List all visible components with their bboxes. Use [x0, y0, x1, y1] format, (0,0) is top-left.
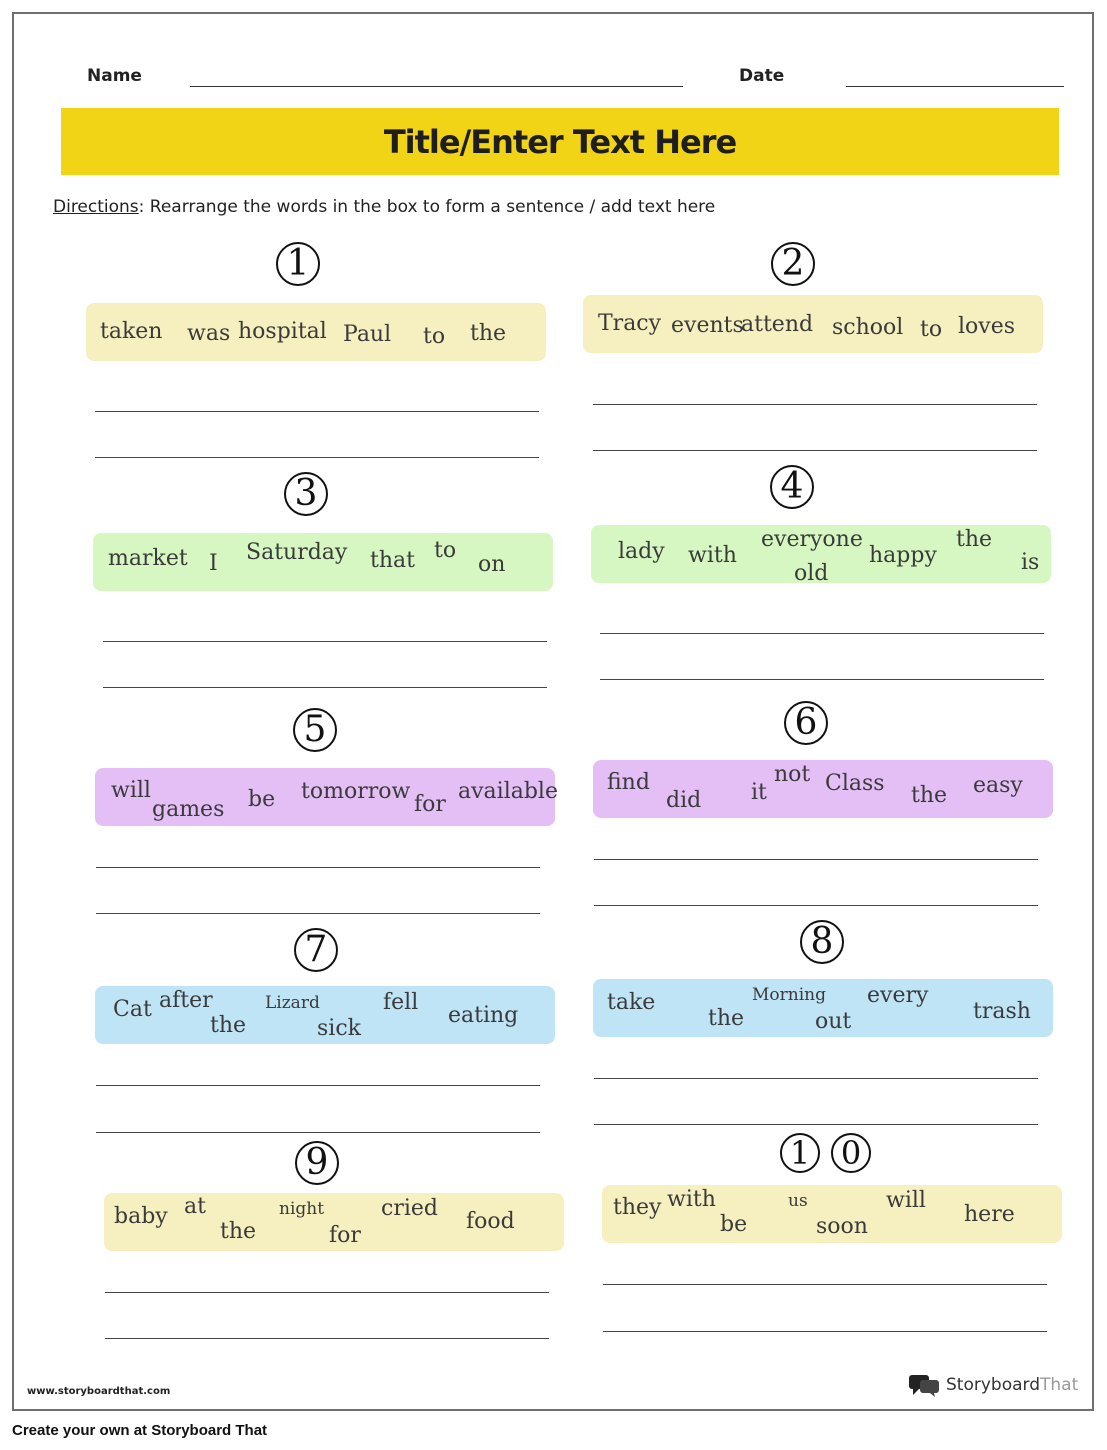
word-tile: after — [159, 988, 213, 1013]
word-tile: baby — [114, 1204, 168, 1229]
word-box-1 — [86, 303, 546, 361]
word-tile: for — [414, 792, 446, 817]
question-number-digit: 0 — [831, 1133, 871, 1173]
answer-line — [96, 1085, 540, 1086]
word-tile: Tracy — [598, 311, 662, 336]
word-tile: old — [794, 561, 829, 586]
word-tile: easy — [973, 773, 1023, 798]
question-number-5: 5 — [293, 708, 337, 752]
word-tile: Saturday — [246, 540, 348, 565]
answer-line — [103, 687, 547, 688]
answer-line — [105, 1338, 549, 1339]
directions-label: Directions — [53, 197, 139, 217]
word-tile: the — [220, 1219, 257, 1244]
answer-line — [603, 1284, 1047, 1285]
word-tile: it — [751, 780, 767, 805]
word-tile: Lizard — [265, 993, 320, 1013]
word-tile: events — [671, 313, 744, 338]
word-tile: on — [478, 552, 506, 577]
word-tile: here — [964, 1202, 1015, 1227]
word-tile: was — [187, 321, 231, 346]
word-tile: lady — [618, 539, 665, 564]
word-tile: find — [607, 770, 650, 795]
word-tile: to — [423, 324, 446, 349]
word-tile: hospital — [238, 319, 327, 344]
word-box-5 — [95, 768, 558, 826]
word-tile: be — [248, 787, 276, 812]
word-tile: school — [832, 315, 904, 340]
word-tile: available — [458, 779, 558, 804]
answer-line — [593, 404, 1037, 405]
brand-that: That — [1040, 1375, 1079, 1395]
answer-line — [96, 913, 540, 914]
answer-line — [594, 1124, 1038, 1125]
answer-line — [594, 905, 1038, 906]
question-number-4: 4 — [770, 465, 814, 509]
answer-line — [96, 1132, 540, 1133]
question-number-9: 9 — [295, 1141, 339, 1185]
word-tile: they — [613, 1195, 662, 1220]
name-line — [190, 86, 683, 87]
question-number-3: 3 — [284, 472, 328, 516]
word-tile: did — [666, 788, 702, 813]
word-tile: Class — [825, 771, 885, 796]
answer-line — [594, 859, 1038, 860]
word-tile: trash — [973, 999, 1031, 1024]
word-tile: be — [720, 1212, 748, 1237]
word-tile: happy — [869, 543, 937, 568]
word-tile: to — [920, 317, 943, 342]
word-tile: soon — [816, 1214, 868, 1239]
question-number-10 — [780, 1133, 874, 1175]
question-number-digit: 1 — [780, 1133, 820, 1173]
word-tile: Cat — [113, 997, 152, 1022]
word-tile: market — [108, 546, 188, 571]
word-tile: games — [152, 797, 225, 822]
word-tile: to — [434, 538, 457, 563]
answer-line — [105, 1292, 549, 1293]
word-tile: the — [210, 1013, 247, 1038]
storyboardthat-logo[interactable] — [908, 1373, 1078, 1397]
word-tile: not — [774, 762, 811, 787]
word-tile: the — [956, 527, 993, 552]
word-box-7 — [95, 986, 555, 1044]
word-tile: every — [867, 983, 929, 1008]
word-tile: loves — [958, 314, 1016, 339]
brand-name — [946, 1375, 1078, 1395]
answer-line — [103, 641, 547, 642]
word-tile: the — [911, 783, 948, 808]
answer-line — [593, 450, 1037, 451]
directions-text: : Rearrange the words in the box to form a sentence / add text here — [138, 197, 716, 217]
date-line — [846, 86, 1064, 87]
word-tile: fell — [383, 990, 419, 1015]
word-tile: attend — [741, 312, 814, 337]
word-box-4 — [591, 525, 1051, 586]
worksheet-title: Title/Enter Text Here — [383, 122, 737, 161]
word-tile: taken — [100, 319, 163, 344]
word-tile: the — [470, 321, 507, 346]
word-box-3 — [93, 533, 553, 591]
answer-line — [600, 633, 1044, 634]
word-box-9 — [104, 1193, 564, 1251]
date-label: Date — [739, 66, 785, 86]
word-tile: will — [111, 778, 151, 803]
word-tile: will — [886, 1188, 926, 1213]
question-number-8: 8 — [800, 920, 844, 964]
footer-url[interactable]: www.storyboardthat.com — [27, 1386, 171, 1397]
word-box-10 — [602, 1185, 1062, 1243]
word-tile: eating — [448, 1003, 519, 1028]
credit-text[interactable]: Create your own at Storyboard That — [12, 1422, 268, 1439]
word-tile: tomorrow — [301, 779, 411, 804]
word-tile: at — [184, 1194, 206, 1219]
answer-line — [600, 679, 1044, 680]
directions — [53, 197, 715, 217]
question-number-6: 6 — [784, 701, 828, 745]
word-tile: cried — [381, 1196, 438, 1221]
word-tile: take — [607, 990, 656, 1015]
brand-story: Storyboard — [946, 1375, 1040, 1395]
name-label: Name — [87, 66, 142, 86]
answer-line — [594, 1078, 1038, 1079]
word-tile: night — [279, 1199, 325, 1219]
word-tile: out — [815, 1009, 852, 1034]
word-tile: sick — [317, 1016, 361, 1041]
word-tile: Morning — [752, 985, 826, 1005]
word-tile: for — [329, 1223, 361, 1248]
word-tile: everyone — [761, 527, 863, 552]
answer-line — [95, 457, 539, 458]
word-tile: Paul — [343, 322, 392, 347]
word-tile: food — [466, 1209, 515, 1234]
question-number-1: 1 — [276, 242, 320, 286]
answer-line — [95, 411, 539, 412]
word-tile: with — [667, 1187, 716, 1212]
word-tile: that — [370, 548, 415, 573]
word-tile: with — [688, 543, 737, 568]
answer-line — [603, 1331, 1047, 1332]
word-box-8 — [593, 979, 1053, 1037]
word-box-6 — [593, 760, 1053, 818]
word-tile: I — [209, 551, 218, 576]
title-banner — [61, 108, 1059, 175]
question-number-7: 7 — [294, 928, 338, 972]
answer-line — [96, 867, 540, 868]
word-tile: the — [708, 1006, 745, 1031]
speech-bubbles-icon — [908, 1373, 940, 1397]
word-tile: is — [1021, 550, 1040, 575]
word-box-2 — [583, 295, 1043, 353]
question-number-2: 2 — [771, 242, 815, 286]
word-tile: us — [788, 1191, 808, 1211]
